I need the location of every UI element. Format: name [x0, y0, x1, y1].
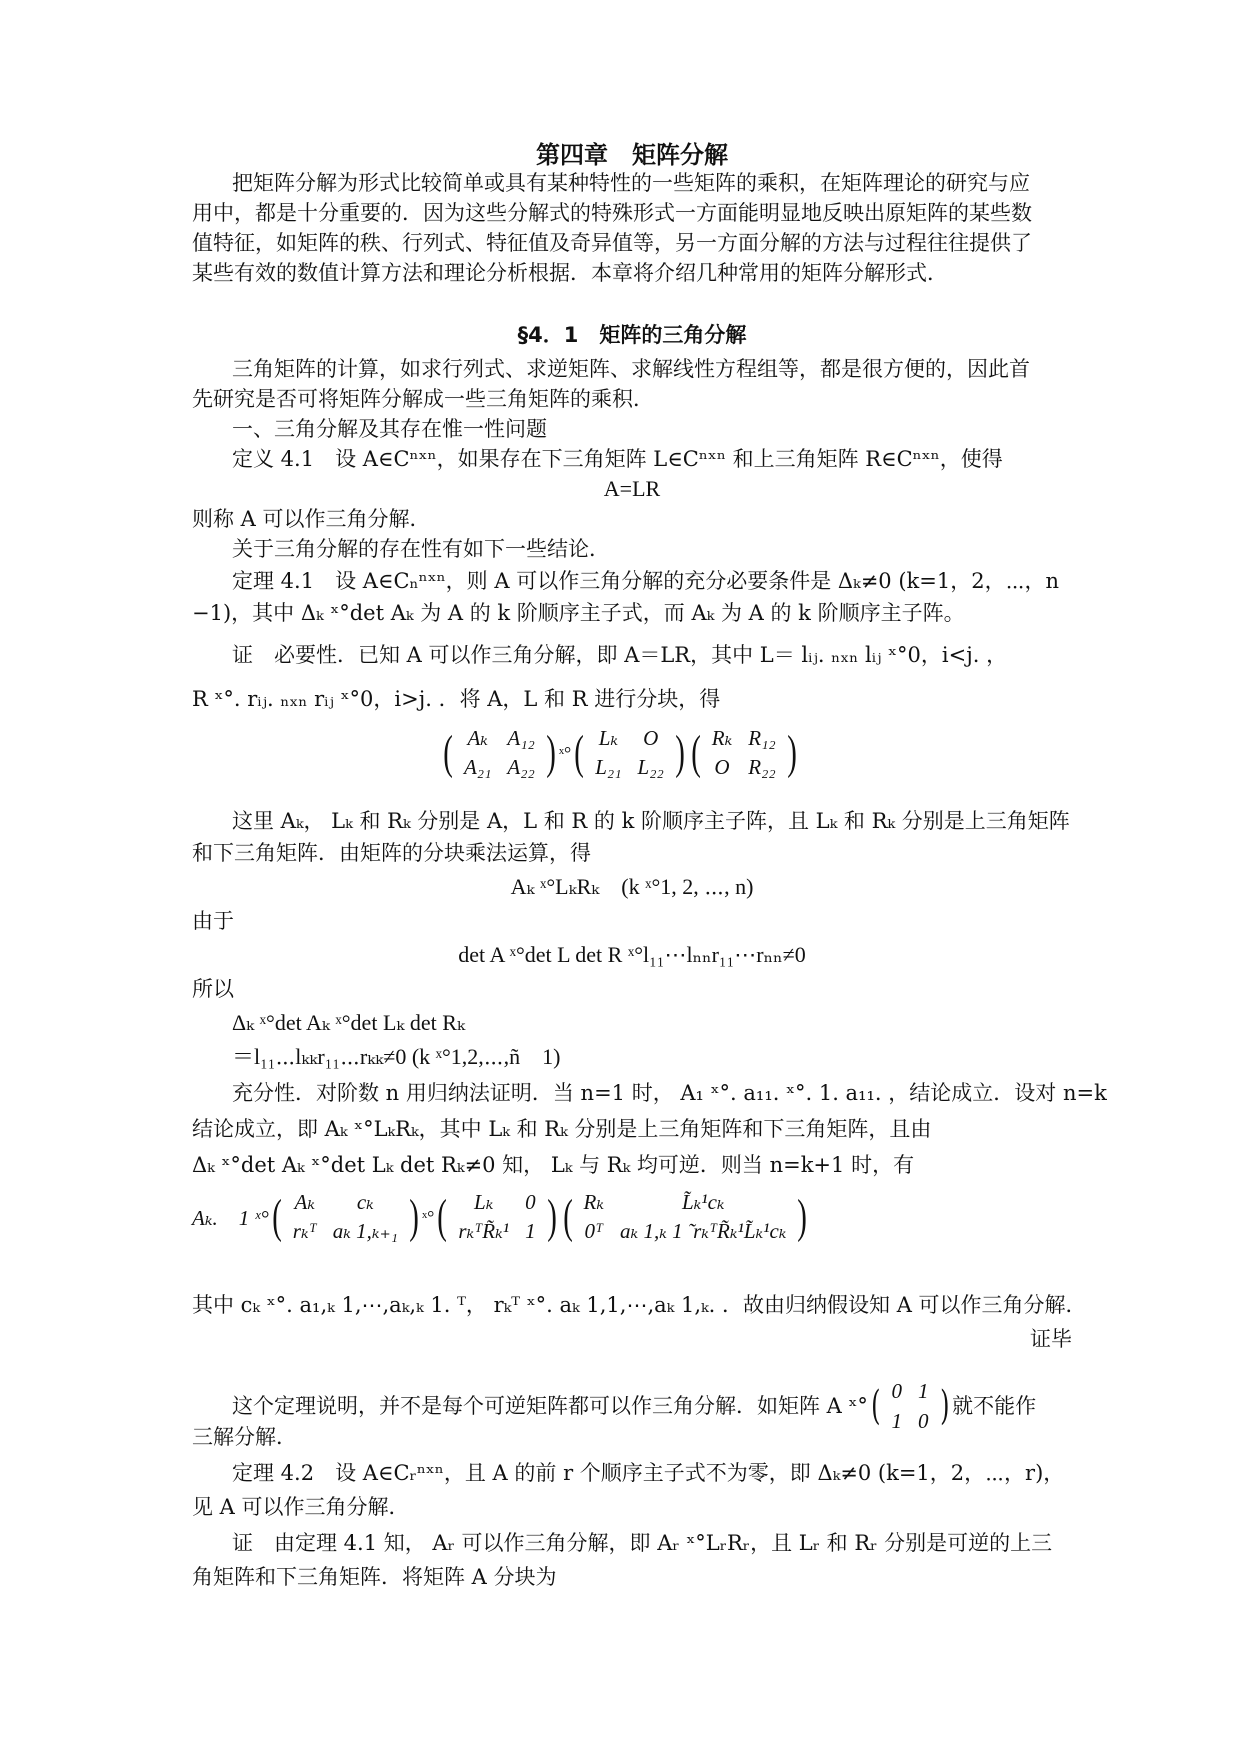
matrix-cell: Rₖ [583, 1190, 605, 1214]
induction-matrix-r [576, 1188, 795, 1246]
intro-line-1: 把矩阵分解为形式比较简单或具有某种特性的一些矩阵的乘积，在矩阵理论的研究与应 [232, 171, 1030, 195]
matrix-cell: Aₖ [294, 1190, 316, 1214]
explanation-line-2: 三解分解． [192, 1425, 297, 1449]
block-matrix-equation: ( Aₖ A₁₂ A₂₁ A₂₂ ) ˣ° ( Lₖ O L₂₁ L₂₂ ) ( Rₖ R₁₂ O R₂₂ ) [440, 724, 800, 782]
matrix-cell: L₂₁ [595, 755, 622, 779]
matrix-cell: 1 [525, 1219, 536, 1243]
sec-intro-line-1: 三角矩阵的计算，如求行列式、求逆矩阵、求解线性方程组等，都是很方便的，因此首 [232, 357, 1030, 381]
proof-line-1: 证 必要性．已知 A 可以作三角分解，即 A＝LR，其中 L＝ lᵢⱼ. ₙₓₙ lᵢⱼ ˣ°0，i<j. ， [232, 643, 1008, 667]
chapter-title: 第四章 矩阵分解 [536, 141, 728, 169]
matrix-cell: 1 [918, 1379, 929, 1403]
theorem-4-1-line-1: 定理 4.1 设 A∈Cₙⁿˣⁿ，则 A 可以作三角分解的充分必要条件是 Δₖ≠0 (k=1，2，⋯，n [232, 569, 1059, 593]
matrix-cell: rₖᵀ [292, 1219, 317, 1243]
induction-matrix-a [285, 1188, 406, 1246]
block-matrix-l [587, 724, 672, 782]
intro-line-4: 某些有效的数值计算方法和理论分析根据．本章将介绍几种常用的矩阵分解形式． [192, 261, 948, 285]
definition-4-1: 定义 4.1 设 A∈Cⁿˣⁿ，如果存在下三角矩阵 L∈Cⁿˣⁿ 和上三角矩阵 R∈Cⁿˣⁿ，使得 [232, 447, 1003, 471]
here-line-1: 这里 Aₖ， Lₖ 和 Rₖ 分别是 A，L 和 R 的 k 阶顺序主子阵，且 Lₖ 和 Rₖ 分别是上三角矩阵 [232, 809, 1070, 833]
equation-ak-lkrk: Aₖ ˣ°LₖRₖ (k ˣ°1, 2, ⋯, n) [510, 874, 754, 899]
matrix-cell: O [714, 755, 730, 779]
sufficiency-line-2: 结论成立，即 Aₖ ˣ°LₖRₖ，其中 Lₖ 和 Rₖ 分别是上三角矩阵和下三角矩阵，且由 [192, 1117, 932, 1141]
matrix-cell: 0 [525, 1190, 536, 1214]
matrix-cell: cₖ [356, 1190, 374, 1214]
explanation-text: 这个定理说明，并不是每个可逆矩阵都可以作三角分解．如矩阵 A ˣ° [232, 1394, 868, 1418]
matrix-cell: A₂₁ [463, 755, 492, 779]
matrix-cell: aₖ 1,ₖ₊₁ [332, 1219, 398, 1243]
equation-det: det A ˣ°det L det R ˣ°l₁₁⋯lₙₙr₁₁⋯rₙₙ≠0 [458, 942, 806, 967]
sufficiency-line-3: Δₖ ˣ°det Aₖ ˣ°det Lₖ det Rₖ≠0 知， Lₖ 与 Rₖ 均可逆．则当 n=k+1 时，有 [192, 1153, 915, 1177]
induction-matrix-equation: Aₖ. 1 ˣ° ( Aₖ cₖ rₖᵀ aₖ 1,ₖ₊₁ ) ˣ° ( Lₖ 0 rₖᵀR̃ₖ¹ 1 ) ( Rₖ L̃ₖ¹cₖ 0ᵀ aₖ 1,ₖ 1 ̃ rₖᵀR̃ₖ¹L̃ₖ¹cₖ ) [192, 1188, 810, 1246]
lhs-ak1: Aₖ. 1 ˣ° [192, 1206, 269, 1230]
equals-glyph: ˣ° [421, 1206, 435, 1227]
matrix-cell: 0ᵀ [584, 1219, 604, 1243]
proof-line-2: R ˣ°. rᵢⱼ. ₙₓₙ rᵢⱼ ˣ°0，i>j. ．将 A，L 和 R 进行分块，得 [192, 687, 721, 711]
matrix-cell: 1 [891, 1409, 903, 1433]
matrix-cell: A₂₂ [507, 755, 535, 779]
proof-2-line-2: 角矩阵和下三角矩阵．将矩阵 A 分块为 [192, 1565, 557, 1589]
sec-intro-line-2: 先研究是否可将矩阵分解成一些三角矩阵的乘积． [192, 387, 654, 411]
explanation-line-1: 这个定理说明，并不是每个可逆矩阵都可以作三角分解．如矩阵 A ˣ° ( 0 1 1 0 ) 就不能作 [232, 1376, 1072, 1436]
theorem-4-2-line-2: 见 A 可以作三角分解． [192, 1495, 410, 1519]
matrix-cell: R₂₂ [748, 755, 776, 779]
explanation-text-end: 就不能作 [952, 1394, 1037, 1418]
theorem-4-1-line-2: −1)，其中 Δₖ ˣ°det Aₖ 为 A 的 k 阶顺序主子式，而 Aₖ 为 A 的 k 阶顺序主子阵。 [192, 601, 965, 625]
section-title: §4．1 矩阵的三角分解 [517, 323, 747, 347]
matrix-cell: rₖᵀR̃ₖ¹ [458, 1219, 510, 1243]
here-line-2: 和下三角矩阵．由矩阵的分块乘法运算，得 [192, 841, 591, 865]
equation-delta-2: ＝l₁₁⋯lₖₖr₁₁⋯rₖₖ≠0 (k ˣ°1,2,⋯,ñ 1) [232, 1044, 561, 1069]
where-ck-line: 其中 cₖ ˣ°. a₁,ₖ 1,⋯,aₖ,ₖ 1. ᵀ， rₖᵀ ˣ°. aₖ 1,1,⋯,aₖ 1,ₖ. ．故由归纳假设知 A 可以作三角分解． [192, 1293, 1087, 1317]
equals-glyph: ˣ° [558, 742, 572, 763]
matrix-cell: Aₖ [467, 726, 488, 750]
matrix-cell: Lₖ [474, 1190, 494, 1214]
matrix-cell: Rₖ [711, 726, 733, 750]
existence-intro: 关于三角分解的存在性有如下一些结论． [232, 537, 610, 561]
matrix-cell: 0 [891, 1379, 903, 1403]
block-matrix-a [456, 724, 543, 782]
matrix-cell: L̃ₖ¹cₖ [681, 1190, 725, 1214]
matrix-cell: L₂₂ [637, 755, 664, 779]
equation-delta-1: Δₖ ˣ°det Aₖ ˣ°det Lₖ det Rₖ [232, 1010, 465, 1035]
qed-mark: 证毕 [1030, 1327, 1072, 1351]
matrix-cell: 0 [918, 1409, 929, 1433]
matrix-cell: Lₖ [598, 726, 619, 750]
block-matrix-r [704, 724, 784, 782]
proof-2-line-1: 证 由定理 4.1 知， Aᵣ 可以作三角分解，即 Aᵣ ˣ°LᵣRᵣ，且 Lᵣ 和 Rᵣ 分别是可逆的上三 [232, 1531, 1053, 1555]
label-youyu: 由于 [192, 909, 234, 933]
label-suoyi: 所以 [192, 977, 234, 1001]
intro-line-3: 值特征，如矩阵的秩、行列式、特征值及奇异值等，另一方面分解的方法与过程往往提供了 [192, 231, 1032, 255]
definition-4-1-end: 则称 A 可以作三角分解． [192, 507, 431, 531]
matrix-cell: A₁₂ [507, 726, 535, 750]
intro-line-2: 用中，都是十分重要的．因为这些分解式的特殊形式一方面能明显地反映出原矩阵的某些数 [192, 201, 1032, 225]
theorem-4-2-line-1: 定理 4.2 设 A∈Cᵣⁿˣⁿ，且 A 的前 r 个顺序主子式不为零，即 Δₖ≠0 (k=1，2，⋯，r)， [232, 1461, 1065, 1485]
subsection-heading: 一、三角分解及其存在惟一性问题 [232, 417, 547, 441]
sufficiency-line-1: 充分性．对阶数 n 用归纳法证明．当 n=1 时， A₁ ˣ°. a₁₁. ˣ°. 1. a₁₁. ，结论成立．设对 n=k [232, 1081, 1107, 1105]
matrix-cell: aₖ 1,ₖ 1 ̃ rₖᵀR̃ₖ¹L̃ₖ¹cₖ [620, 1219, 787, 1243]
matrix-cell: R₁₂ [748, 726, 776, 750]
matrix-cell: O [643, 726, 659, 750]
induction-matrix-l [450, 1188, 543, 1246]
equation-a-lr: A=LR [603, 476, 661, 501]
